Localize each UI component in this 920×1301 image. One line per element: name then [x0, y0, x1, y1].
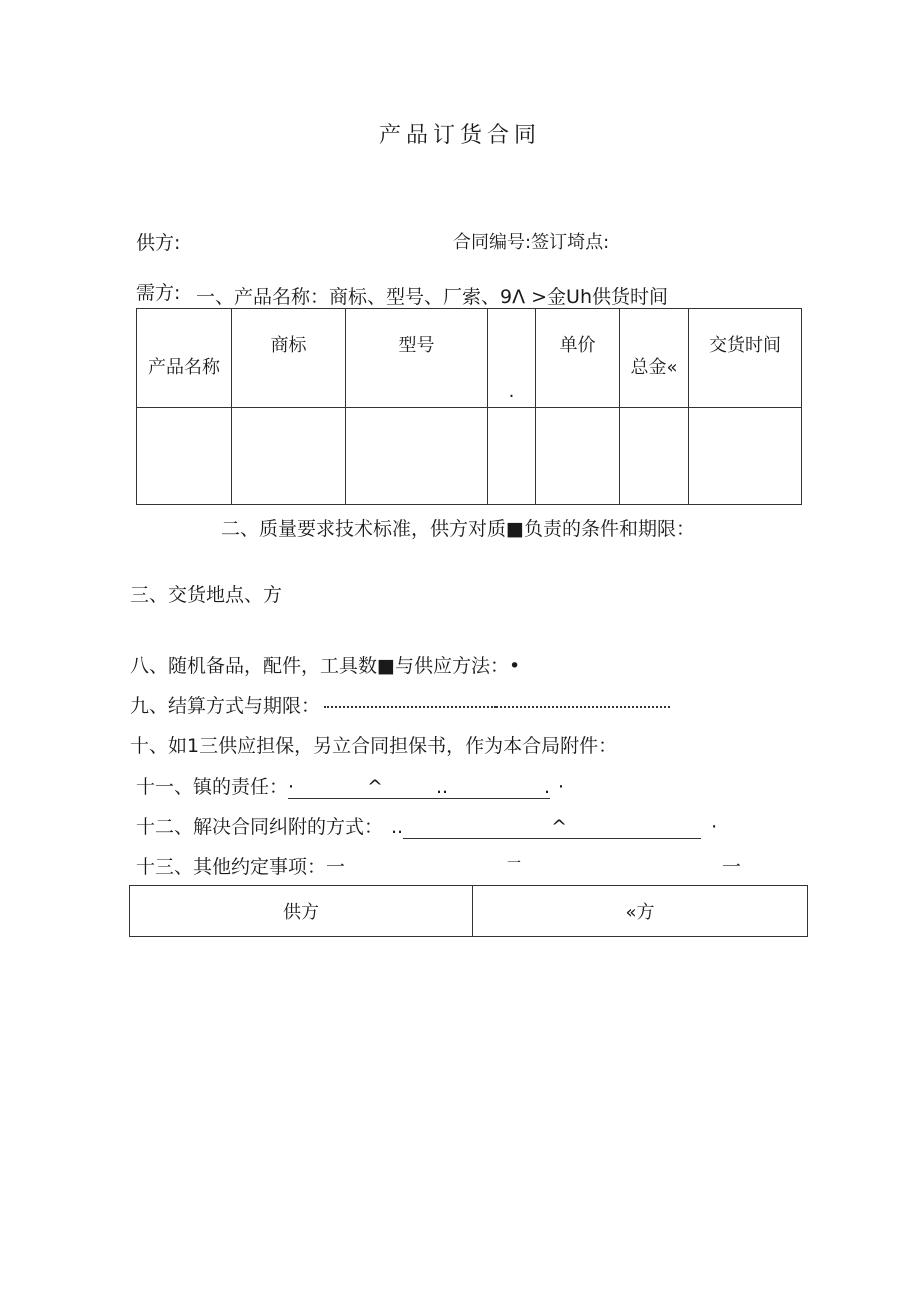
- signature-buyer[interactable]: «方: [473, 886, 808, 937]
- buyer-label: 需方:: [136, 282, 181, 304]
- header-product-name: 产品名称: [137, 309, 232, 408]
- table-cell[interactable]: [346, 408, 488, 505]
- signature-table: [129, 885, 808, 937]
- header-model: 型号: [346, 309, 488, 408]
- contract-info: 合同编号:签订埼点:: [453, 232, 610, 253]
- section-8: 八、随机备品，配件，工具数■与供应方法：•: [130, 655, 521, 677]
- header-total: 总金«: [620, 309, 689, 408]
- table-cell[interactable]: [232, 408, 346, 505]
- supplier-label: 供方:: [136, 232, 181, 254]
- section-13: 十三、其他约定事项：一: [136, 856, 346, 878]
- table-cell[interactable]: [137, 408, 232, 505]
- section-1-heading: 一、产品名称：商标、型号、厂索、9Λ >金Uh供货时间: [196, 286, 668, 308]
- table-row: [137, 408, 802, 505]
- table-cell[interactable]: [536, 408, 620, 505]
- header-delivery-time: 交货时间: [689, 309, 802, 408]
- section-13-mark: 一: [507, 856, 521, 872]
- header-brand: 商标: [232, 309, 346, 408]
- page-title: 产品订货合同: [378, 123, 541, 148]
- dotted-fill-line: [496, 705, 670, 708]
- section-11: 十一、镇的责任： · ^ .. . ·: [136, 776, 565, 798]
- header-unit-price: 单价: [536, 309, 620, 408]
- table-cell[interactable]: [620, 408, 689, 505]
- dotted-fill-line: [324, 705, 496, 708]
- header-blank: .: [488, 309, 536, 408]
- table-header-row: [137, 309, 802, 408]
- table-cell[interactable]: [488, 408, 536, 505]
- section-12-label: 十二、解决合同纠附的方式：: [136, 816, 384, 838]
- section-10: 十、如1三供应担保，另立合同担保书，作为本合局附件：: [130, 735, 618, 757]
- dispute-resolution-field[interactable]: ^: [403, 818, 701, 839]
- signature-supplier[interactable]: 供方: [130, 886, 473, 937]
- section-9-label: 九、结算方式与期限：: [130, 695, 321, 717]
- section-3: 三、交货地点、方: [130, 584, 283, 606]
- section-2: 二、质量要求技术标准，供方对质■负责的条件和期限：: [221, 518, 695, 540]
- section-13-mark: 一: [722, 856, 742, 878]
- product-table: [136, 308, 802, 505]
- responsibility-field[interactable]: · ^ .. .: [288, 776, 551, 798]
- section-9: [130, 691, 670, 718]
- section-11-label: 十一、镇的责任：: [136, 776, 289, 798]
- table-cell[interactable]: [689, 408, 802, 505]
- section-12: 十二、解决合同纠附的方式： .. ^ ·: [136, 816, 718, 838]
